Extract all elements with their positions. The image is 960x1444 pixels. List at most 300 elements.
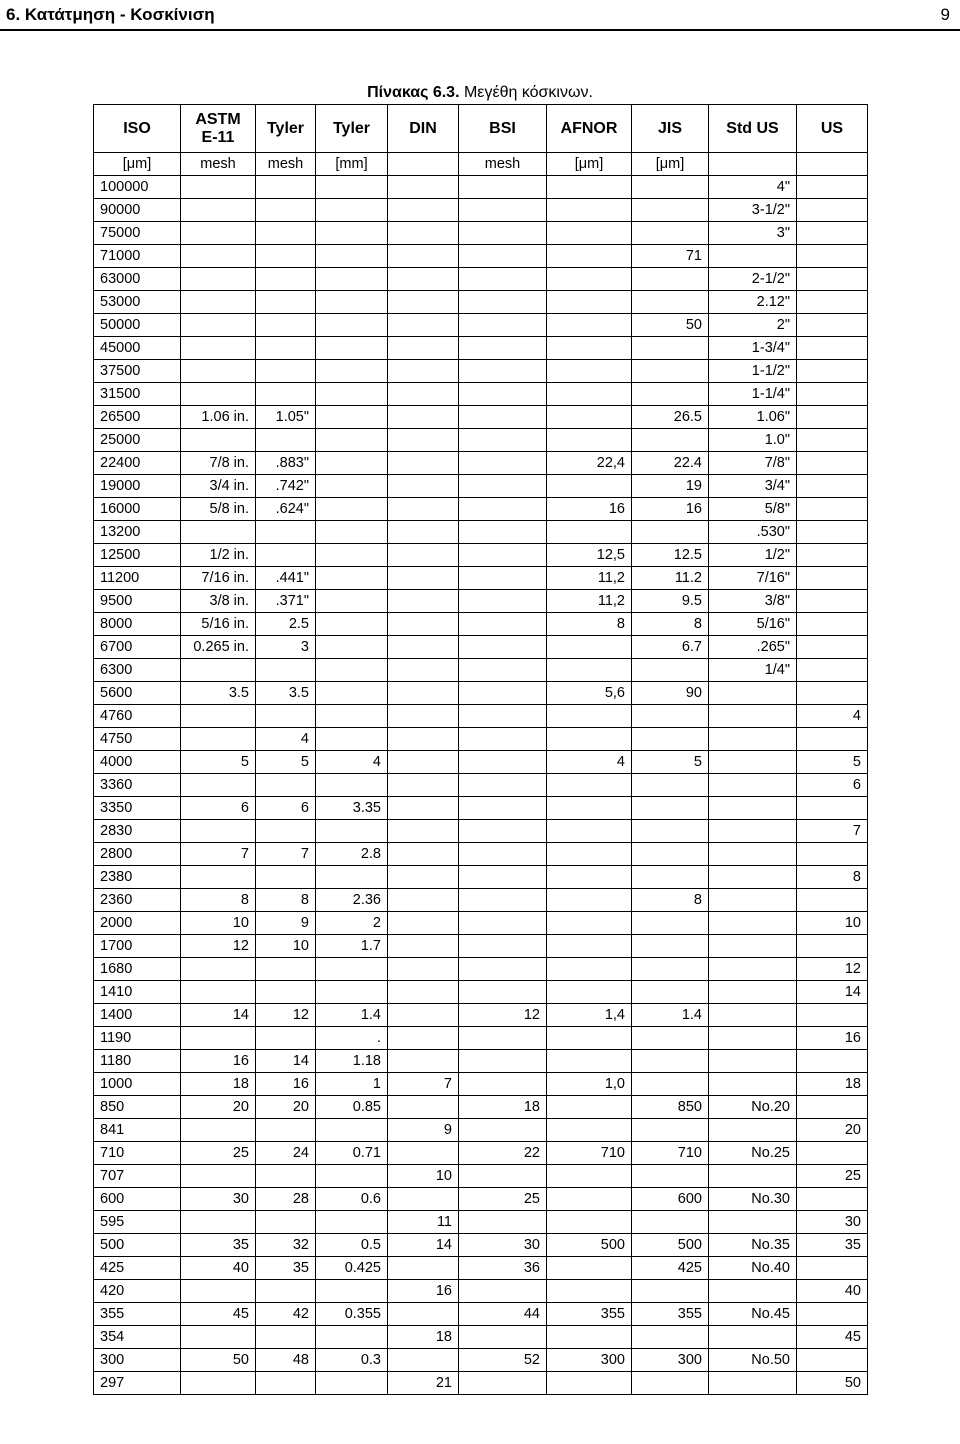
cell-stdus: 1-1/2"	[709, 360, 797, 383]
cell-jis	[632, 1372, 709, 1395]
column-header-astm: ASTM E-11	[181, 105, 256, 153]
cell-afnor	[547, 981, 632, 1004]
cell-jis	[632, 1280, 709, 1303]
cell-astm	[181, 728, 256, 751]
cell-jis	[632, 1165, 709, 1188]
cell-astm	[181, 705, 256, 728]
cell-astm: 7	[181, 843, 256, 866]
cell-tyler1: 9	[256, 912, 316, 935]
cell-us: 18	[797, 1073, 868, 1096]
cell-astm: 5/8 in.	[181, 498, 256, 521]
table-row	[94, 751, 868, 774]
cell-iso: 11200	[94, 567, 181, 590]
cell-afnor	[547, 820, 632, 843]
cell-astm	[181, 958, 256, 981]
cell-astm: 3.5	[181, 682, 256, 705]
cell-astm: 5/16 in.	[181, 613, 256, 636]
cell-din	[388, 728, 459, 751]
cell-stdus	[709, 1165, 797, 1188]
table-row	[94, 314, 868, 337]
table-row	[94, 1096, 868, 1119]
cell-stdus: 5/8"	[709, 498, 797, 521]
cell-afnor	[547, 176, 632, 199]
cell-tyler2: 4	[316, 751, 388, 774]
cell-tyler1: 1.05"	[256, 406, 316, 429]
cell-afnor	[547, 1165, 632, 1188]
cell-afnor: 1,0	[547, 1073, 632, 1096]
cell-tyler2	[316, 567, 388, 590]
cell-afnor	[547, 199, 632, 222]
cell-stdus: No.40	[709, 1257, 797, 1280]
cell-tyler2	[316, 1326, 388, 1349]
cell-iso: 1700	[94, 935, 181, 958]
cell-tyler1: 24	[256, 1142, 316, 1165]
cell-us: 20	[797, 1119, 868, 1142]
cell-tyler2	[316, 958, 388, 981]
cell-din	[388, 383, 459, 406]
table-row	[94, 935, 868, 958]
cell-astm	[181, 1280, 256, 1303]
cell-us: 25	[797, 1165, 868, 1188]
cell-tyler1	[256, 1280, 316, 1303]
cell-iso: 595	[94, 1211, 181, 1234]
cell-stdus: 1/4"	[709, 659, 797, 682]
cell-bsi	[459, 889, 547, 912]
cell-astm	[181, 314, 256, 337]
cell-din	[388, 1303, 459, 1326]
cell-din: 18	[388, 1326, 459, 1349]
column-header-stdus: Std US	[709, 105, 797, 153]
cell-iso: 425	[94, 1257, 181, 1280]
cell-stdus: No.20	[709, 1096, 797, 1119]
table-row	[94, 383, 868, 406]
cell-jis	[632, 429, 709, 452]
cell-din	[388, 1004, 459, 1027]
cell-bsi	[459, 314, 547, 337]
cell-afnor	[547, 475, 632, 498]
cell-tyler1	[256, 291, 316, 314]
cell-stdus	[709, 889, 797, 912]
cell-bsi	[459, 682, 547, 705]
cell-iso: 6700	[94, 636, 181, 659]
cell-us: 6	[797, 774, 868, 797]
cell-us	[797, 245, 868, 268]
cell-iso: 3360	[94, 774, 181, 797]
cell-stdus	[709, 981, 797, 1004]
cell-bsi	[459, 544, 547, 567]
cell-us	[797, 452, 868, 475]
cell-din	[388, 935, 459, 958]
cell-us: 40	[797, 1280, 868, 1303]
cell-tyler2	[316, 314, 388, 337]
cell-stdus	[709, 843, 797, 866]
cell-bsi: 22	[459, 1142, 547, 1165]
cell-din	[388, 176, 459, 199]
cell-bsi	[459, 866, 547, 889]
cell-stdus	[709, 797, 797, 820]
cell-us	[797, 268, 868, 291]
cell-tyler1	[256, 429, 316, 452]
cell-tyler1: .371"	[256, 590, 316, 613]
cell-astm: 10	[181, 912, 256, 935]
table-row	[94, 1073, 868, 1096]
cell-afnor: 1,4	[547, 1004, 632, 1027]
cell-din	[388, 774, 459, 797]
caption-text: Μεγέθη κόσκινων.	[459, 84, 593, 101]
cell-tyler1	[256, 1211, 316, 1234]
table-row	[94, 866, 868, 889]
cell-tyler2: 2.8	[316, 843, 388, 866]
cell-bsi	[459, 383, 547, 406]
cell-din	[388, 751, 459, 774]
cell-stdus	[709, 935, 797, 958]
cell-bsi	[459, 705, 547, 728]
page-header	[0, 0, 960, 32]
cell-afnor	[547, 245, 632, 268]
cell-us	[797, 1096, 868, 1119]
cell-iso: 6300	[94, 659, 181, 682]
cell-bsi	[459, 521, 547, 544]
cell-iso: 354	[94, 1326, 181, 1349]
cell-tyler1	[256, 1119, 316, 1142]
cell-jis	[632, 728, 709, 751]
cell-stdus: 1-1/4"	[709, 383, 797, 406]
cell-tyler1	[256, 360, 316, 383]
cell-astm: 20	[181, 1096, 256, 1119]
cell-us	[797, 475, 868, 498]
cell-stdus	[709, 866, 797, 889]
cell-din	[388, 958, 459, 981]
cell-afnor	[547, 1050, 632, 1073]
cell-stdus	[709, 705, 797, 728]
cell-astm: 7/8 in.	[181, 452, 256, 475]
cell-tyler1: .742"	[256, 475, 316, 498]
cell-afnor: [μm]	[547, 153, 632, 176]
cell-iso: 2830	[94, 820, 181, 843]
cell-tyler2: 0.3	[316, 1349, 388, 1372]
table-row	[94, 452, 868, 475]
cell-tyler2	[316, 521, 388, 544]
cell-astm	[181, 820, 256, 843]
table-row	[94, 544, 868, 567]
cell-tyler2	[316, 613, 388, 636]
cell-astm	[181, 521, 256, 544]
cell-tyler2: 1.18	[316, 1050, 388, 1073]
cell-din	[388, 268, 459, 291]
cell-tyler2: 0.425	[316, 1257, 388, 1280]
cell-stdus: .265"	[709, 636, 797, 659]
cell-afnor	[547, 912, 632, 935]
cell-jis: 500	[632, 1234, 709, 1257]
cell-tyler2	[316, 1119, 388, 1142]
cell-stdus: 1-3/4"	[709, 337, 797, 360]
cell-stdus	[709, 1073, 797, 1096]
cell-us	[797, 429, 868, 452]
table-row	[94, 912, 868, 935]
cell-iso: 710	[94, 1142, 181, 1165]
cell-tyler2: 1	[316, 1073, 388, 1096]
cell-iso: 355	[94, 1303, 181, 1326]
table-row	[94, 567, 868, 590]
cell-jis: 19	[632, 475, 709, 498]
cell-tyler1: 10	[256, 935, 316, 958]
cell-bsi	[459, 728, 547, 751]
cell-din	[388, 1027, 459, 1050]
cell-astm: 25	[181, 1142, 256, 1165]
cell-tyler2	[316, 498, 388, 521]
cell-iso: 500	[94, 1234, 181, 1257]
cell-us	[797, 498, 868, 521]
cell-iso: 19000	[94, 475, 181, 498]
cell-tyler2	[316, 360, 388, 383]
cell-afnor	[547, 889, 632, 912]
cell-astm: 12	[181, 935, 256, 958]
cell-bsi	[459, 1280, 547, 1303]
cell-afnor: 710	[547, 1142, 632, 1165]
cell-bsi	[459, 1326, 547, 1349]
cell-iso: 37500	[94, 360, 181, 383]
cell-afnor: 11,2	[547, 567, 632, 590]
cell-bsi: mesh	[459, 153, 547, 176]
cell-jis	[632, 820, 709, 843]
cell-tyler2	[316, 176, 388, 199]
cell-afnor	[547, 337, 632, 360]
cell-tyler1: 28	[256, 1188, 316, 1211]
cell-bsi	[459, 981, 547, 1004]
cell-jis: 16	[632, 498, 709, 521]
table-row	[94, 682, 868, 705]
cell-tyler1	[256, 1165, 316, 1188]
cell-afnor: 12,5	[547, 544, 632, 567]
table-row	[94, 475, 868, 498]
cell-jis: 12.5	[632, 544, 709, 567]
cell-din	[388, 1349, 459, 1372]
cell-din	[388, 360, 459, 383]
cell-tyler1	[256, 659, 316, 682]
cell-jis	[632, 176, 709, 199]
cell-din	[388, 889, 459, 912]
cell-din	[388, 1050, 459, 1073]
cell-iso: 9500	[94, 590, 181, 613]
cell-iso: 2360	[94, 889, 181, 912]
cell-afnor	[547, 705, 632, 728]
table-row	[94, 222, 868, 245]
cell-stdus: .530"	[709, 521, 797, 544]
cell-afnor	[547, 935, 632, 958]
cell-iso: 53000	[94, 291, 181, 314]
table-row	[94, 889, 868, 912]
cell-iso: 12500	[94, 544, 181, 567]
cell-din	[388, 797, 459, 820]
cell-us: 45	[797, 1326, 868, 1349]
cell-stdus: 2.12"	[709, 291, 797, 314]
cell-jis: 71	[632, 245, 709, 268]
cell-iso: 26500	[94, 406, 181, 429]
cell-afnor: 8	[547, 613, 632, 636]
table-row	[94, 981, 868, 1004]
cell-jis: 1.4	[632, 1004, 709, 1027]
cell-tyler2	[316, 1165, 388, 1188]
cell-afnor	[547, 1257, 632, 1280]
cell-us	[797, 1303, 868, 1326]
cell-iso: 300	[94, 1349, 181, 1372]
cell-astm	[181, 981, 256, 1004]
cell-astm: 50	[181, 1349, 256, 1372]
cell-iso: 2380	[94, 866, 181, 889]
cell-astm: 18	[181, 1073, 256, 1096]
cell-stdus	[709, 1326, 797, 1349]
cell-bsi	[459, 613, 547, 636]
cell-us	[797, 406, 868, 429]
cell-stdus: No.25	[709, 1142, 797, 1165]
cell-tyler2	[316, 659, 388, 682]
cell-tyler2	[316, 866, 388, 889]
cell-bsi	[459, 590, 547, 613]
cell-iso: 2000	[94, 912, 181, 935]
cell-astm: 0.265 in.	[181, 636, 256, 659]
cell-astm	[181, 222, 256, 245]
cell-afnor	[547, 291, 632, 314]
table-row	[94, 291, 868, 314]
cell-jis: 50	[632, 314, 709, 337]
cell-stdus: 1.0"	[709, 429, 797, 452]
cell-iso: 1190	[94, 1027, 181, 1050]
cell-iso: 707	[94, 1165, 181, 1188]
header-row	[94, 105, 868, 153]
cell-bsi	[459, 429, 547, 452]
cell-jis	[632, 1326, 709, 1349]
cell-din	[388, 544, 459, 567]
cell-jis: 5	[632, 751, 709, 774]
cell-us	[797, 337, 868, 360]
cell-us: 4	[797, 705, 868, 728]
cell-afnor	[547, 222, 632, 245]
cell-din: 14	[388, 1234, 459, 1257]
cell-din	[388, 199, 459, 222]
cell-iso: 1000	[94, 1073, 181, 1096]
cell-iso: 1400	[94, 1004, 181, 1027]
cell-tyler1	[256, 544, 316, 567]
cell-tyler1: 35	[256, 1257, 316, 1280]
cell-din	[388, 222, 459, 245]
cell-astm	[181, 1165, 256, 1188]
cell-din	[388, 1257, 459, 1280]
cell-jis	[632, 774, 709, 797]
cell-din	[388, 406, 459, 429]
cell-iso: 1680	[94, 958, 181, 981]
table-row	[94, 774, 868, 797]
table-row	[94, 429, 868, 452]
cell-astm: 16	[181, 1050, 256, 1073]
cell-stdus	[709, 153, 797, 176]
cell-us: 35	[797, 1234, 868, 1257]
cell-din	[388, 705, 459, 728]
cell-jis: [μm]	[632, 153, 709, 176]
column-header-tyler1: Tyler	[256, 105, 316, 153]
cell-afnor	[547, 1280, 632, 1303]
cell-tyler1	[256, 958, 316, 981]
cell-stdus	[709, 245, 797, 268]
cell-iso: 22400	[94, 452, 181, 475]
cell-us: 8	[797, 866, 868, 889]
cell-stdus	[709, 1372, 797, 1395]
cell-astm	[181, 429, 256, 452]
cell-bsi	[459, 475, 547, 498]
cell-astm	[181, 1119, 256, 1142]
cell-tyler2	[316, 820, 388, 843]
cell-tyler1	[256, 705, 316, 728]
cell-din	[388, 291, 459, 314]
table-row	[94, 406, 868, 429]
cell-iso: 50000	[94, 314, 181, 337]
cell-bsi	[459, 1165, 547, 1188]
cell-stdus: 1.06"	[709, 406, 797, 429]
cell-bsi	[459, 751, 547, 774]
cell-tyler2: .	[316, 1027, 388, 1050]
column-header-iso: ISO	[94, 105, 181, 153]
header-rule	[0, 29, 960, 31]
cell-jis	[632, 291, 709, 314]
cell-tyler2: [mm]	[316, 153, 388, 176]
cell-us: 14	[797, 981, 868, 1004]
cell-jis: 425	[632, 1257, 709, 1280]
cell-stdus: 7/8"	[709, 452, 797, 475]
cell-tyler1: 42	[256, 1303, 316, 1326]
chapter-title: 6. Κατάτμηση - Κοσκίνιση	[6, 5, 215, 24]
page-number: 9	[940, 5, 950, 24]
cell-iso: 841	[94, 1119, 181, 1142]
cell-tyler2: 2	[316, 912, 388, 935]
cell-us: 10	[797, 912, 868, 935]
cell-afnor	[547, 1372, 632, 1395]
cell-afnor: 5,6	[547, 682, 632, 705]
cell-astm: 35	[181, 1234, 256, 1257]
cell-afnor: 16	[547, 498, 632, 521]
cell-iso: 4760	[94, 705, 181, 728]
cell-tyler1	[256, 268, 316, 291]
cell-stdus: No.50	[709, 1349, 797, 1372]
cell-bsi	[459, 636, 547, 659]
cell-bsi	[459, 1211, 547, 1234]
cell-afnor	[547, 728, 632, 751]
cell-us	[797, 728, 868, 751]
column-header-tyler2: Tyler	[316, 105, 388, 153]
cell-jis	[632, 1027, 709, 1050]
cell-bsi	[459, 176, 547, 199]
cell-bsi: 12	[459, 1004, 547, 1027]
cell-iso: 31500	[94, 383, 181, 406]
cell-din	[388, 337, 459, 360]
sieve-size-table	[93, 104, 868, 1395]
cell-us	[797, 889, 868, 912]
cell-us	[797, 383, 868, 406]
cell-din	[388, 314, 459, 337]
cell-bsi	[459, 337, 547, 360]
cell-astm	[181, 291, 256, 314]
cell-tyler2	[316, 1372, 388, 1395]
table-row	[94, 636, 868, 659]
cell-tyler1: 3	[256, 636, 316, 659]
cell-iso: 420	[94, 1280, 181, 1303]
cell-stdus: 1/2"	[709, 544, 797, 567]
cell-us	[797, 521, 868, 544]
cell-tyler2	[316, 705, 388, 728]
cell-astm	[181, 659, 256, 682]
table-row	[94, 245, 868, 268]
cell-tyler2	[316, 544, 388, 567]
cell-jis: 90	[632, 682, 709, 705]
cell-stdus: 7/16"	[709, 567, 797, 590]
